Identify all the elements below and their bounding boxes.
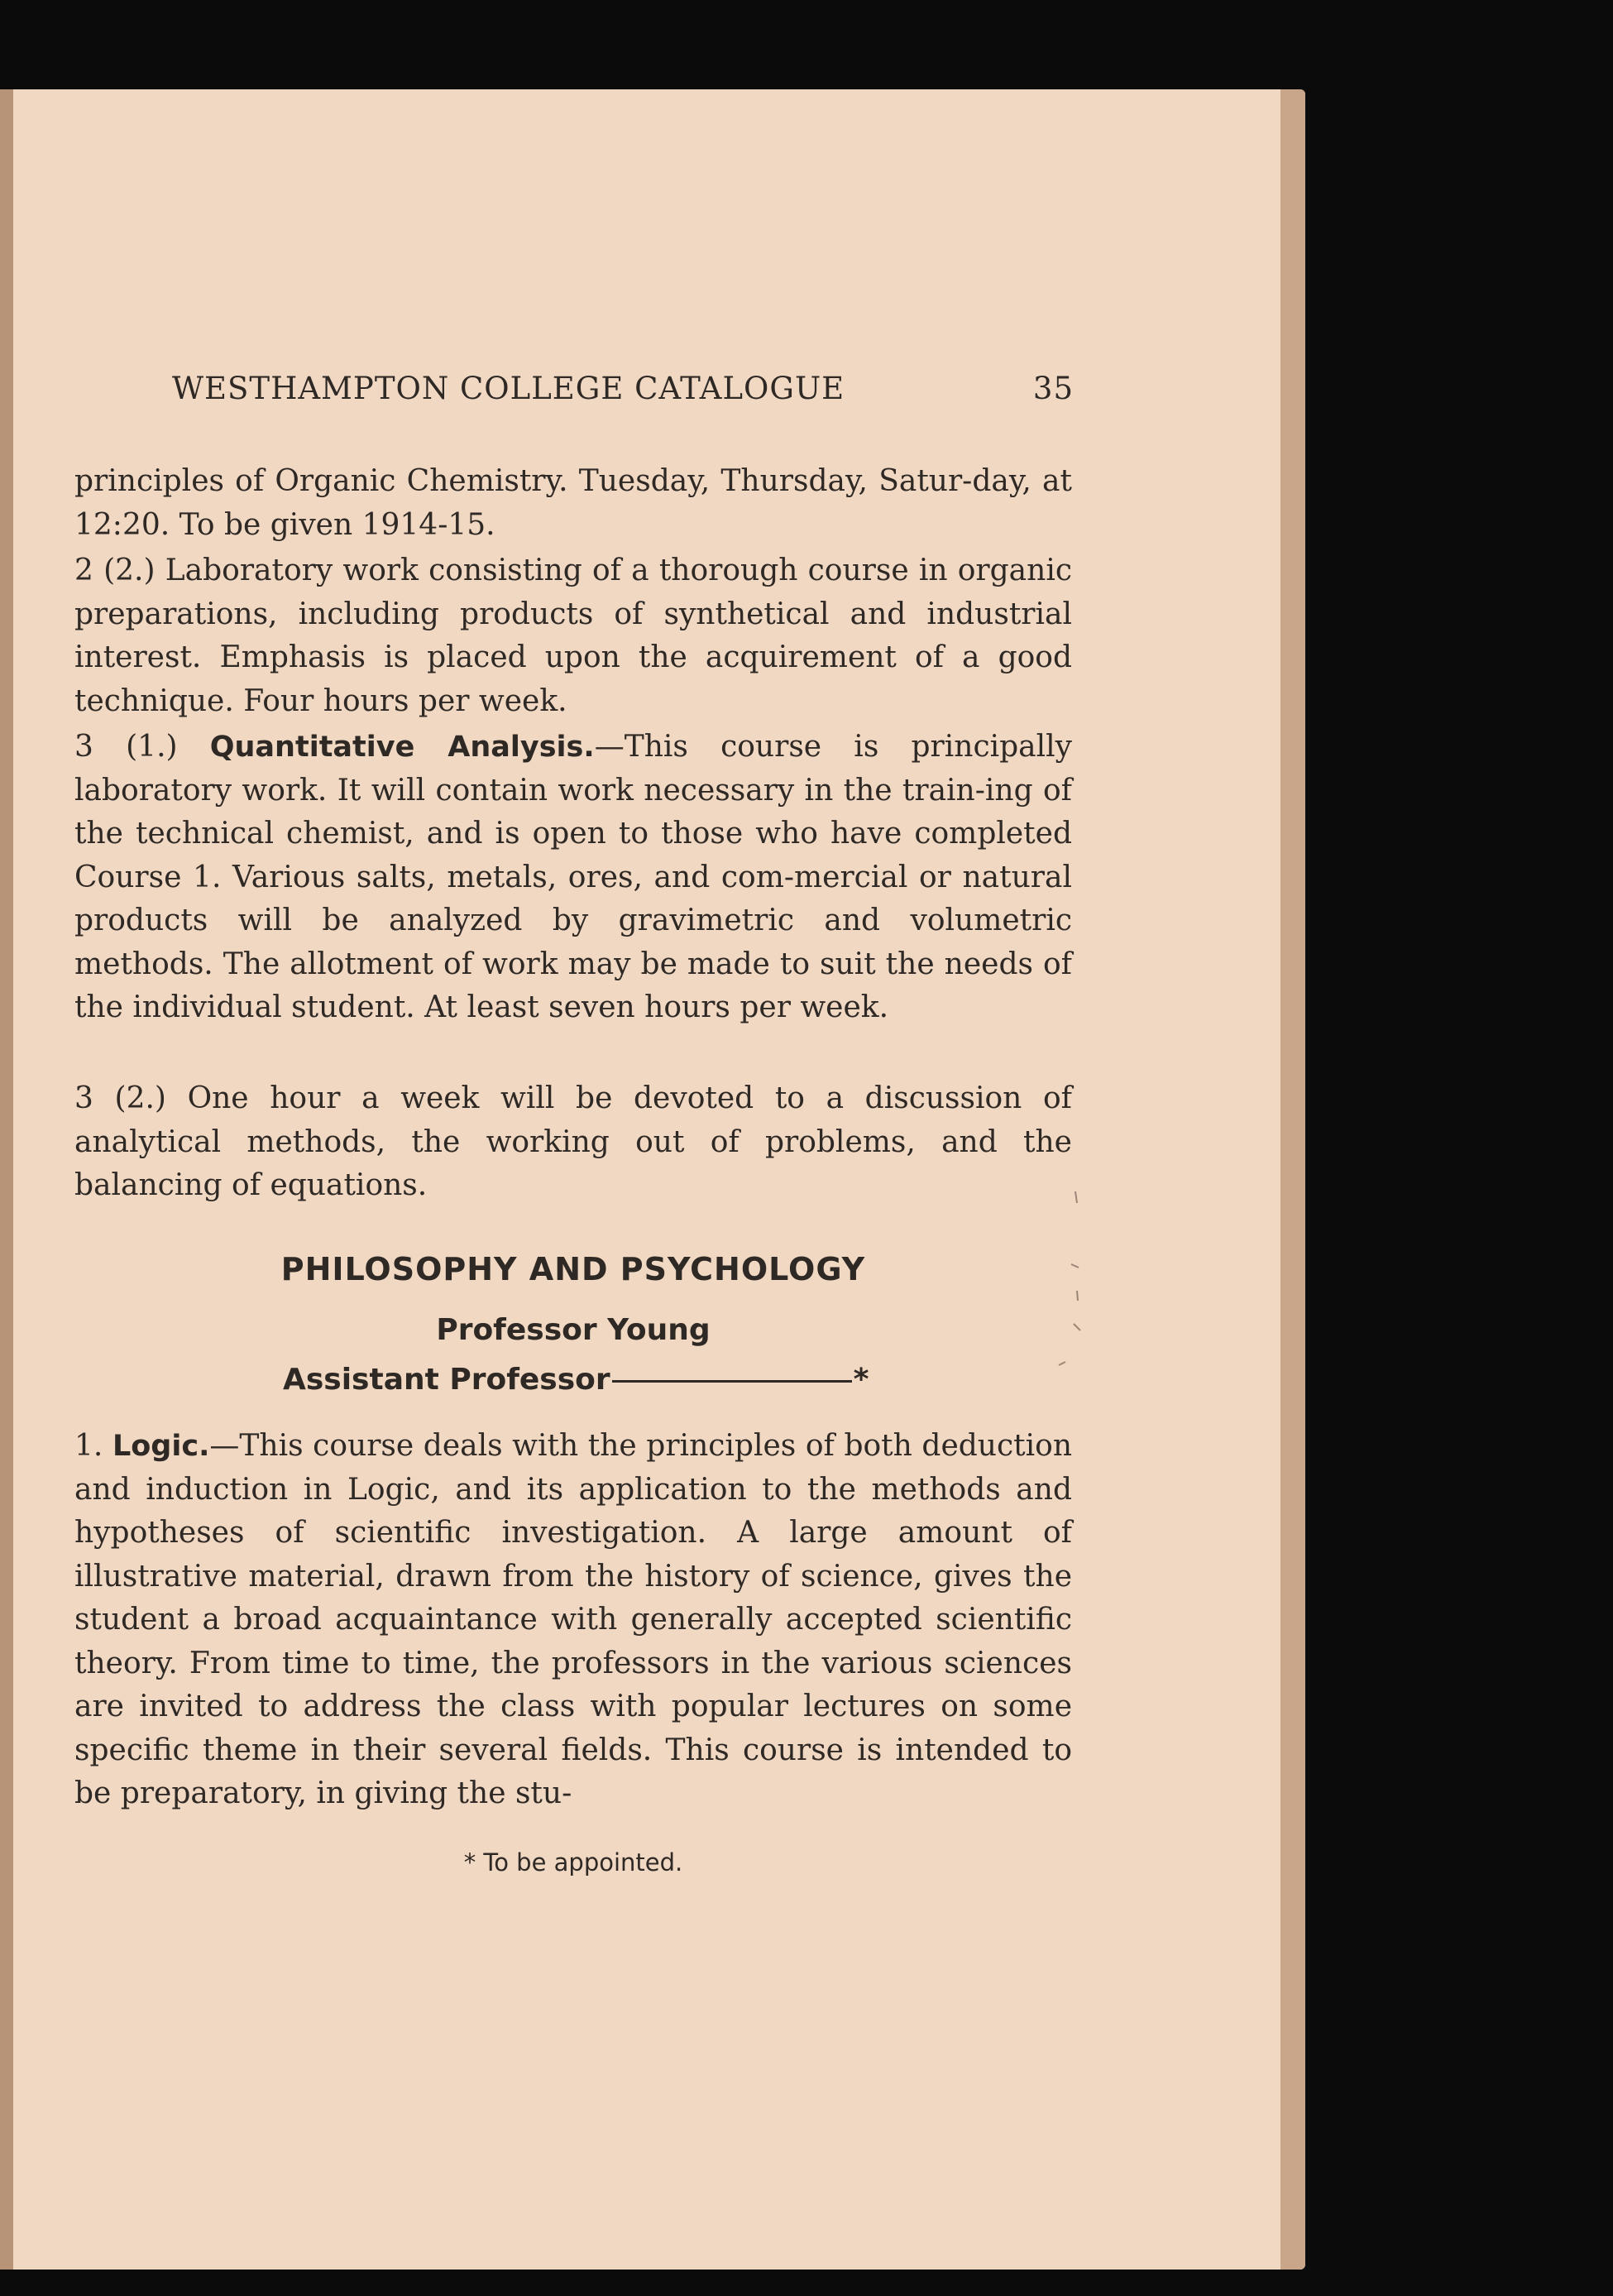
paragraph-quantitative-analysis [74,726,1072,1030]
course-title: Logic. [112,1430,210,1463]
faculty-assistant [283,1363,912,1397]
course-number: 1. [74,1429,112,1463]
blank-rule [612,1380,852,1383]
page-edge [1280,89,1305,2270]
assistant-footnote-mark: * [853,1363,869,1397]
page-number: 35 [1032,371,1074,406]
assistant-label: Assistant Professor [283,1363,610,1397]
faculty-professor: Professor Young [436,1313,711,1347]
course-number: 3 (1.) [74,730,210,764]
paragraph-text: principles of Organic Chemistry. Tuesday, Thursday, Satur-day, at 12:20. To be given 1914-15. [74,464,1072,542]
section-heading: PHILOSOPHY AND PSYCHOLOGY [280,1251,866,1287]
paragraph-text: 2 (2.) Laboratory work consisting of a thorough course in organic preparations, including products of synthetical and industrial interest. Emphasis is placed upon the acquirement of a good technique. Four hours per week. [74,554,1072,718]
paper-specks [1026,1191,1092,1390]
paragraph-logic-course [74,1425,1072,1816]
paragraph-text: 3 (2.) One hour a week will be devoted to a discussion of analytical methods, the working out of problems, and the balancing of equations. [74,1081,1072,1202]
spine-shadow [0,89,13,2270]
running-head [172,371,1074,417]
paragraph-organic-principles [74,460,1072,547]
footnote: * To be appointed. [463,1848,683,1877]
running-head-title: WESTHAMPTON COLLEGE CATALOGUE [172,371,845,406]
paragraph-text: —This course is principally laboratory work. It will contain work necessary in the train-ing of the technical chemist, and is open to those who have completed Course 1. Various salts, metals, ores, and com-mercial or natural products will be analyzed by gravimetric and volumetric methods. The allotment of work may be made to suit the needs of the individual student. At least seven hours per week. [74,730,1072,1024]
paragraph-laboratory-work [74,549,1072,723]
paragraph-analytical-methods [74,1077,1072,1208]
course-title: Quantitative Analysis. [209,731,595,764]
paragraph-text: —This course deals with the principles of both deduction and induction in Logic, and its application to the methods and hypotheses of scientific investigation. A large amount of illustrative material, drawn from the history of science, gives the student a broad acquaintance with generally accepted scientific theory. From time to time, the professors in the various sciences are invited to address the class with popular lectures on some specific theme in their several fields. This course is intended to be preparatory, in giving the stu- [74,1429,1072,1810]
